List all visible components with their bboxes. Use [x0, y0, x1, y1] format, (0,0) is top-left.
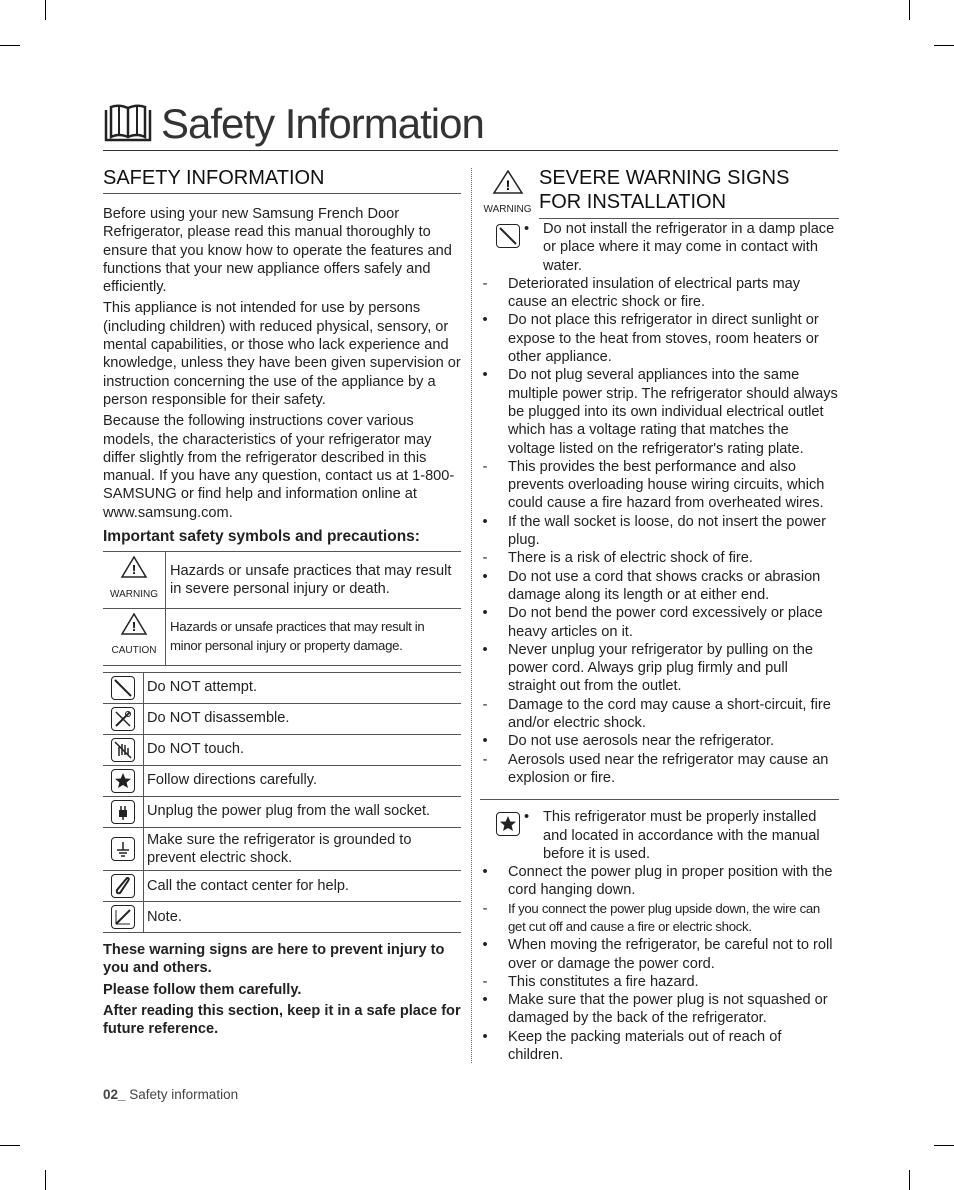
list-item	[480, 275, 839, 312]
crop-mark	[909, 0, 910, 20]
legend-text: Make sure the refrigerator is grounded to prevent electric shock.	[144, 827, 462, 871]
paragraph: Before using your new Samsung French Door Refrigerator, please read this manual thoroughly to ensure that you know how to operate the features and functions that your new appliance offers safely and efficiently.	[103, 206, 452, 296]
caution-triangle-icon	[121, 613, 147, 635]
left-column	[103, 166, 461, 1042]
section-heading: SEVERE WARNING SIGNS FOR INSTALLATION	[539, 167, 790, 213]
subheading: Important safety symbols and precautions:	[103, 528, 420, 546]
no-touch-icon	[111, 738, 135, 762]
list-item	[480, 991, 839, 1028]
list-item: • This refrigerator must be properly installed and located in accordance with the manual before it is used.	[480, 808, 839, 863]
prohibited-icon	[111, 676, 135, 700]
list-item-text: Deteriorated insulation of electrical parts may cause an electric shock or fire.	[508, 275, 801, 311]
icon-legend-table	[103, 672, 461, 934]
list-item-text: Damage to the cord may cause a short-circuit, fire and/or electric shock.	[508, 696, 831, 732]
list-item-text: Make sure that the power plug is not squashed or damaged by the back of the refrigerator.	[508, 992, 828, 1027]
dash-marker: -	[482, 458, 488, 475]
list-item	[480, 641, 839, 696]
list-item	[480, 549, 839, 567]
list-item-text: This constitutes a fire hazard.	[508, 973, 699, 990]
bullet-marker: •	[482, 864, 488, 881]
ground-icon	[111, 837, 135, 861]
dash-marker: -	[482, 550, 488, 567]
page-header	[103, 98, 838, 151]
list-item-text: Connect the power plug in proper position with the cord hanging down.	[508, 864, 833, 899]
list-item-text: Keep the packing materials out of reach of children.	[508, 1028, 782, 1064]
list-item	[480, 1028, 839, 1065]
bullet-marker: •	[482, 312, 488, 329]
page-footer: 02_ Safety information	[103, 1087, 239, 1102]
bullet-marker: •	[482, 733, 488, 750]
list-item	[480, 458, 839, 513]
svg-text:!: !	[131, 618, 137, 634]
list-item	[480, 732, 839, 750]
closing-text: After reading this section, keep it in a safe place for future reference.	[103, 1003, 461, 1038]
column-divider	[471, 168, 472, 1063]
dash-marker: -	[482, 275, 488, 292]
list-item	[480, 936, 839, 973]
svg-text:!: !	[505, 177, 510, 193]
list-item-text: If you connect the power plug upside down, the wire can get cut off and cause a fire or electric shock.	[508, 900, 820, 934]
closing-text: These warning signs are here to prevent injury to you and others.	[103, 942, 445, 977]
paragraph: This appliance is not intended for use by persons (including children) with reduced physical, sensory, or mental capabilities, or those who lack experience and knowledge, unless they have been given supervision or instruction concerning the use of the appliance by a person responsible for their safety.	[103, 300, 461, 408]
note-icon	[111, 905, 135, 929]
list-item	[480, 696, 839, 733]
list-item	[480, 973, 839, 991]
legend-text: Do NOT attempt.	[144, 672, 462, 703]
crop-mark	[909, 1170, 910, 1190]
crop-mark	[45, 1170, 46, 1190]
bullet-marker: •	[482, 605, 488, 622]
list-item-text: Do not place this refrigerator in direct sunlight or expose to the heat from stoves, room heaters or other appliance.	[508, 312, 819, 366]
no-disassemble-icon	[111, 707, 135, 731]
list-item-text: Do not bend the power cord excessively or place heavy articles on it.	[508, 605, 823, 640]
list-item	[480, 751, 839, 788]
warning-heading	[480, 166, 839, 218]
svg-text:!: !	[131, 562, 137, 578]
legend-text: Do NOT touch.	[144, 734, 462, 765]
legend-text: Do NOT disassemble.	[144, 703, 462, 734]
crop-mark	[0, 45, 20, 46]
list-item-text: There is a risk of electric shock of fire.	[508, 550, 753, 567]
prohibited-icon	[496, 224, 520, 248]
star-icon	[496, 812, 520, 836]
list-item	[480, 513, 839, 550]
list-item	[480, 366, 839, 457]
list-item	[480, 568, 839, 605]
bullet-marker: •	[482, 513, 488, 530]
list-item-text: Aerosols used near the refrigerator may cause an explosion or fire.	[508, 751, 829, 786]
star-icon	[111, 769, 135, 793]
bullet-marker: •	[482, 367, 488, 384]
warning-symbol: ! WARNING	[103, 552, 166, 609]
bullet-marker: •	[482, 992, 488, 1009]
list-item	[480, 863, 839, 900]
legend-text: Note.	[144, 902, 462, 933]
caution-symbol: ! CAUTION	[103, 608, 166, 665]
paragraph: Because the following instructions cover various models, the characteristics of your refrigerator may differ slightly from the refrigerator described in this manual. If you have any question, contact us at 1-800-SAMSUNG or find help and information online at www.samsung.com.	[103, 413, 455, 521]
list-item-text: This provides the best performance and also prevents overloading house wiring circuits, which could cause a fire hazard from overheated wires.	[508, 458, 825, 512]
list-item: • Do not install the refrigerator in a damp place or place where it may come in contact with water.	[480, 220, 839, 275]
crop-mark	[0, 1145, 20, 1146]
right-column	[480, 166, 839, 1064]
bullet-marker: •	[482, 937, 488, 954]
list-item-text: If the wall socket is loose, do not insert the power plug.	[508, 513, 826, 549]
symbol-description: Hazards or unsafe practices that may result in severe personal injury or death.	[166, 552, 462, 609]
page-title: Safety Information	[161, 100, 484, 147]
dash-marker: -	[482, 696, 488, 713]
list-item-text: Never unplug your refrigerator by pulling on the power cord. Always grip plug firmly and pull straight out from the outlet.	[508, 641, 814, 695]
phone-icon	[111, 874, 135, 898]
list-item	[480, 604, 839, 641]
dash-marker: -	[482, 973, 488, 990]
warning-triangle-icon	[121, 556, 147, 578]
symbol-description: Hazards or unsafe practices that may result in minor personal injury or property damage.	[166, 608, 462, 665]
legend-text: Follow directions carefully.	[144, 765, 462, 796]
legend-text: Unplug the power plug from the wall socket.	[144, 796, 462, 827]
dash-marker: -	[482, 900, 488, 917]
list-item-text: Do not plug several appliances into the same multiple power strip. The refrigerator should always be plugged into its own individual electrical outlet which has a voltage rating that matches the voltage listed on the refrigerator's rating plate.	[508, 367, 838, 457]
unplug-icon	[111, 800, 135, 824]
bullet-marker: •	[482, 641, 488, 658]
section-heading: SAFETY INFORMATION	[103, 167, 325, 189]
closing-text: Please follow them carefully.	[103, 981, 302, 998]
list-item-text: Do not use a cord that shows cracks or abrasion damage along its length or at either end.	[508, 568, 821, 603]
crop-mark	[934, 1145, 954, 1146]
dash-marker: -	[482, 751, 488, 768]
warning-triangle-icon	[493, 170, 523, 194]
list-item	[480, 900, 839, 937]
list-item-text: When moving the refrigerator, be careful not to roll over or damage the power cord.	[508, 937, 833, 972]
list-item-text: Do not use aerosols near the refrigerator.	[508, 733, 775, 750]
bullet-marker: •	[482, 568, 488, 585]
bullet-marker: •	[482, 1028, 488, 1045]
crop-mark	[45, 0, 46, 20]
symbol-table	[103, 551, 461, 665]
book-icon	[103, 104, 153, 144]
list-item	[480, 311, 839, 366]
legend-text: Call the contact center for help.	[144, 871, 462, 902]
warning-symbol: ! WARNING	[480, 170, 535, 220]
crop-mark	[934, 45, 954, 46]
